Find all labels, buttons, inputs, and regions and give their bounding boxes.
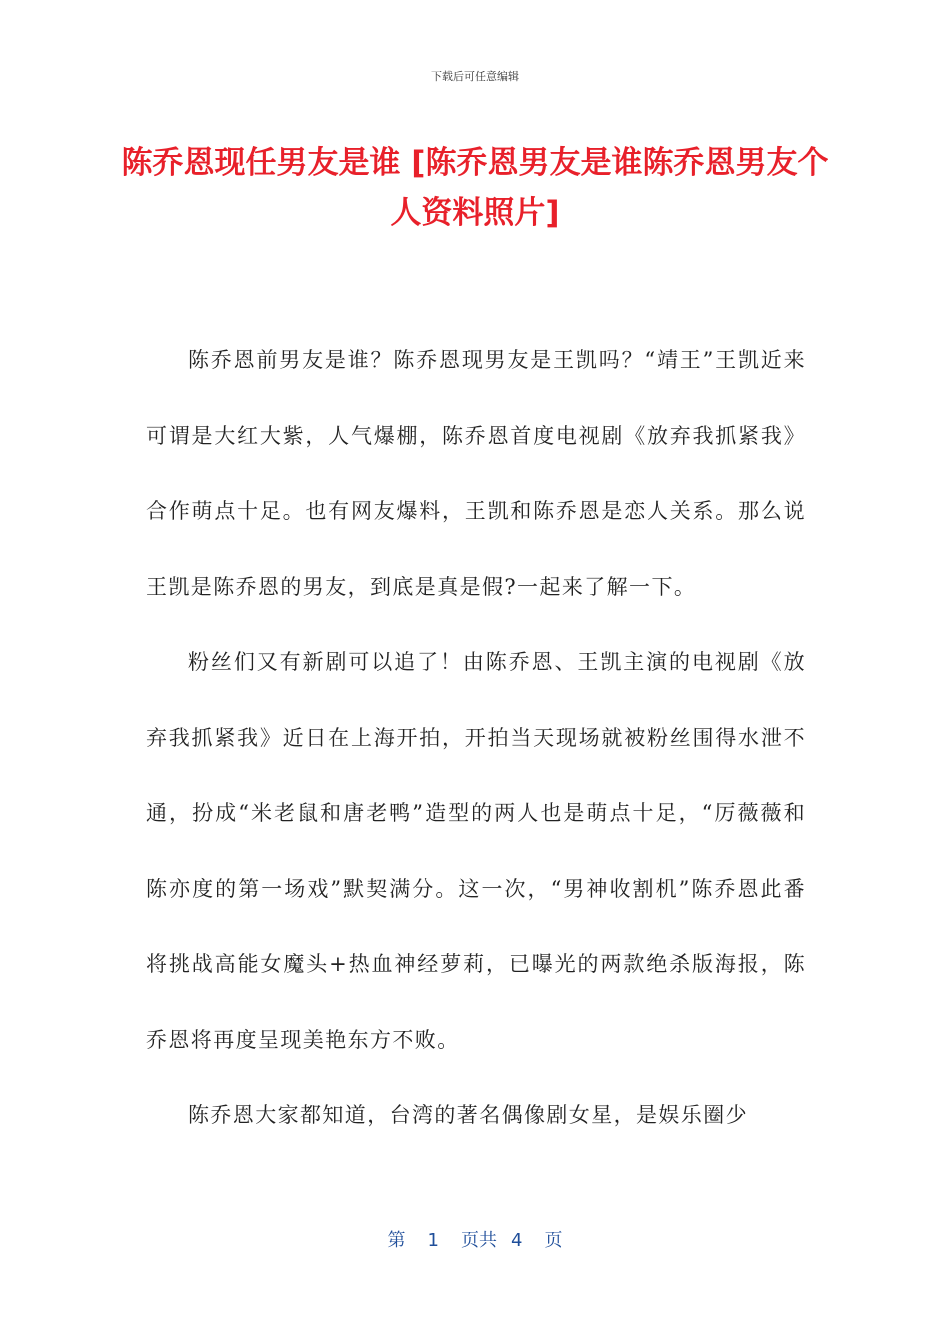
document-title: 陈乔恩现任男友是谁 [陈乔恩男友是谁陈乔恩男友个人资料照片] xyxy=(121,145,829,231)
footer-page-number: 1 xyxy=(427,1230,439,1251)
page-header-note: 下载后可任意编辑 xyxy=(431,70,519,83)
paragraph-3: 陈乔恩大家都知道，台湾的著名偶像剧女星，是娱乐圈少 xyxy=(188,1103,748,1127)
document-body xyxy=(146,323,806,1154)
page-footer xyxy=(0,1226,950,1252)
footer-total-label: 页共 xyxy=(461,1230,497,1251)
footer-total-pages: 4 xyxy=(511,1230,523,1251)
paragraph-1: 陈乔恩前男友是谁？陈乔恩现男友是王凯吗？“靖王”王凯近来可谓是大红大紫，人气爆棚，陈乔恩首度电视剧《放弃我抓紧我》合作萌点十足。也有网友爆料，王凯和陈乔恩是恋人关系。那么说王凯是陈乔恩的男友，到底是真是假?一起来了解一下。 xyxy=(146,348,806,599)
paragraph-2: 粉丝们又有新剧可以追了！由陈乔恩、王凯主演的电视剧《放弃我抓紧我》近日在上海开拍，开拍当天现场就被粉丝围得水泄不通，扮成“米老鼠和唐老鸭”造型的两人也是萌点十足，“厉薇薇和陈亦度的第一场戏”默契满分。这一次，“男神收割机”陈乔恩此番将挑战高能女魔头+热血神经萝莉，已曝光的两款绝杀版海报，陈乔恩将再度呈现美艳东方不败。 xyxy=(146,650,806,1052)
footer-page-label: 第 xyxy=(387,1230,406,1251)
footer-page-suffix: 页 xyxy=(544,1230,563,1251)
